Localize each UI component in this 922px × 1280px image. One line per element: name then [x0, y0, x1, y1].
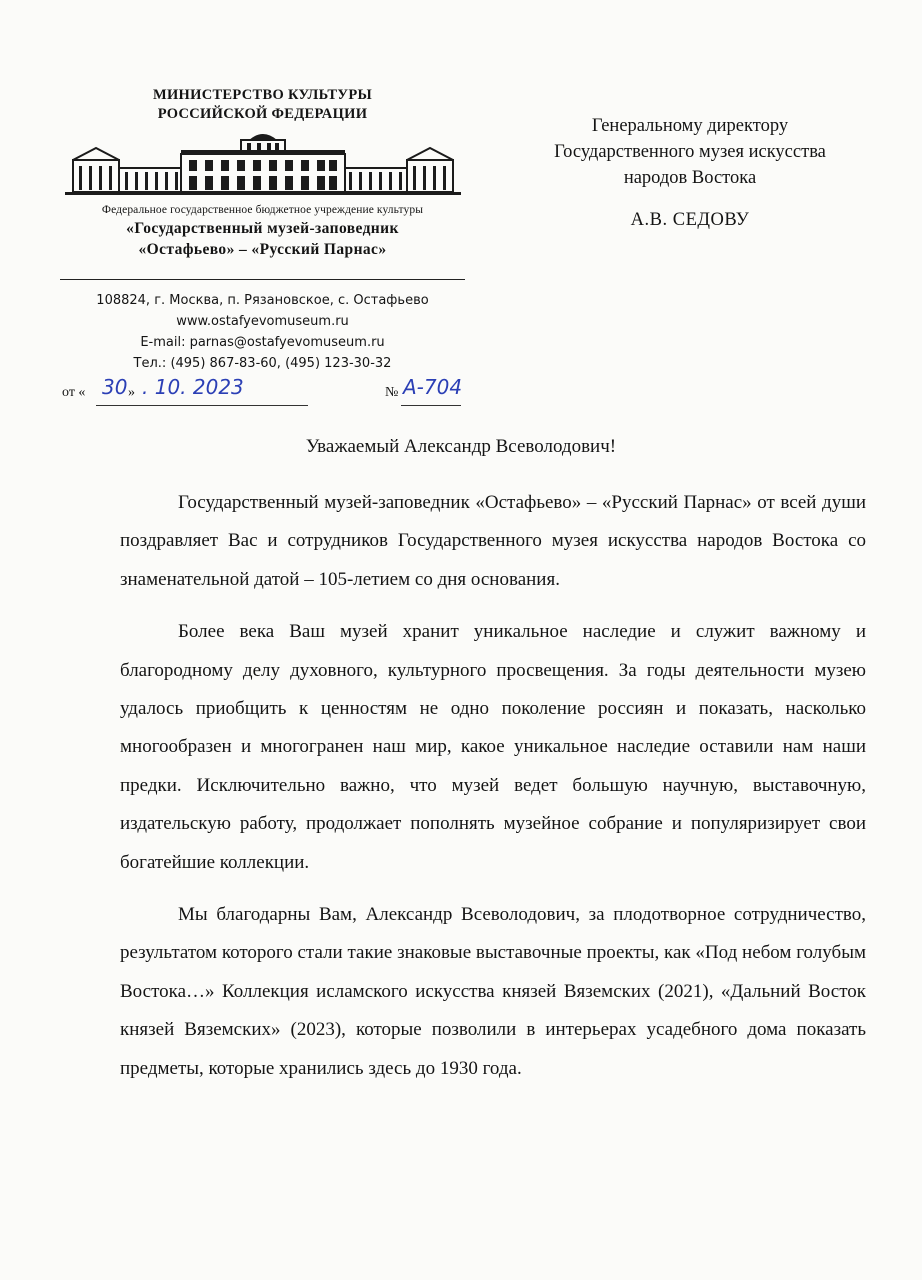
date-rest-handwritten: . 10. 2023	[142, 375, 244, 399]
registration-date	[62, 375, 244, 401]
institution-name	[60, 218, 465, 260]
institution-type: Федеральное государственное бюджетное учреждение культуры	[101, 204, 424, 216]
ministry-line: МИНИСТЕРСТВО КУЛЬТУРЫ	[152, 87, 373, 103]
letterhead-divider	[60, 279, 465, 280]
date-underline	[96, 405, 308, 406]
phones: Тел.: (495) 867-83-60, (495) 123-30-32	[133, 356, 392, 371]
addressee-line: народов Востока	[623, 168, 757, 188]
paragraph: Государственный музей-заповедник «Остафьево» – «Русский Парнас» от всей души поздравляет Вас и сотрудников Государственного музея искусства народов Востока со знаменательной датой – 105-летием со дня основания.	[120, 492, 866, 590]
addressee-line: Государственного музея искусства	[554, 142, 826, 162]
institution-name-line: «Остафьево» – «Русский Парнас»	[138, 241, 387, 258]
number-handwritten: А-704	[403, 375, 463, 399]
paragraph: Мы благодарны Вам, Александр Всеволодович, за плодотворное сотрудничество, результатом которого стали такие знаковые выставочные проекты, как «Под небом голубым Востока…» Коллекция исламского искусства князей Вяземских (2021), «Дальний Восток князей Вяземских» (2023), которые позволили в интерьерах усадебного дома показать предметы, которые хранились здесь до 1930 года.	[120, 904, 866, 1079]
addressee-block	[505, 113, 875, 191]
letter-body	[120, 484, 866, 1102]
email: E-mail: parnas@ostafyevomuseum.ru	[140, 335, 385, 350]
addressee-line: Генеральному директору	[591, 116, 789, 136]
ministry-title	[60, 86, 465, 124]
letterhead	[60, 86, 465, 260]
salutation: Уважаемый Александр Всеволодович!	[305, 436, 617, 457]
date-separator: »	[128, 385, 135, 400]
date-prefix: от «	[62, 385, 86, 400]
number-underline	[401, 405, 461, 406]
contact-block	[60, 290, 465, 374]
institution-name-line: «Государственный музей-заповедник	[126, 220, 399, 237]
number-prefix: №	[385, 385, 399, 400]
addressee-name: А.В. СЕДОВУ	[630, 210, 750, 230]
date-day-handwritten: 30	[102, 375, 128, 399]
paragraph: Более века Ваш музей хранит уникальное наследие и служит важному и благородному делу духовного, культурного просвещения. За годы деятельности музею удалось приобщить к ценностям не одно поколение россиян и показать, насколько многообразен и многогранен наш мир, какое уникальное наследие оставили нам наши предки. Исключительно важно, что музей ведет большую научную, выставочную, издательскую работу, продолжает пополнять музейное собрание и популяризирует свои богатейшие коллекции.	[120, 621, 866, 873]
estate-building-icon	[65, 132, 461, 198]
ministry-line: РОССИЙСКОЙ ФЕДЕРАЦИИ	[157, 106, 368, 122]
website: www.ostafyevomuseum.ru	[176, 314, 349, 329]
address: 108824, г. Москва, п. Рязановское, с. Остафьево	[96, 293, 429, 308]
registration-number	[385, 375, 463, 401]
